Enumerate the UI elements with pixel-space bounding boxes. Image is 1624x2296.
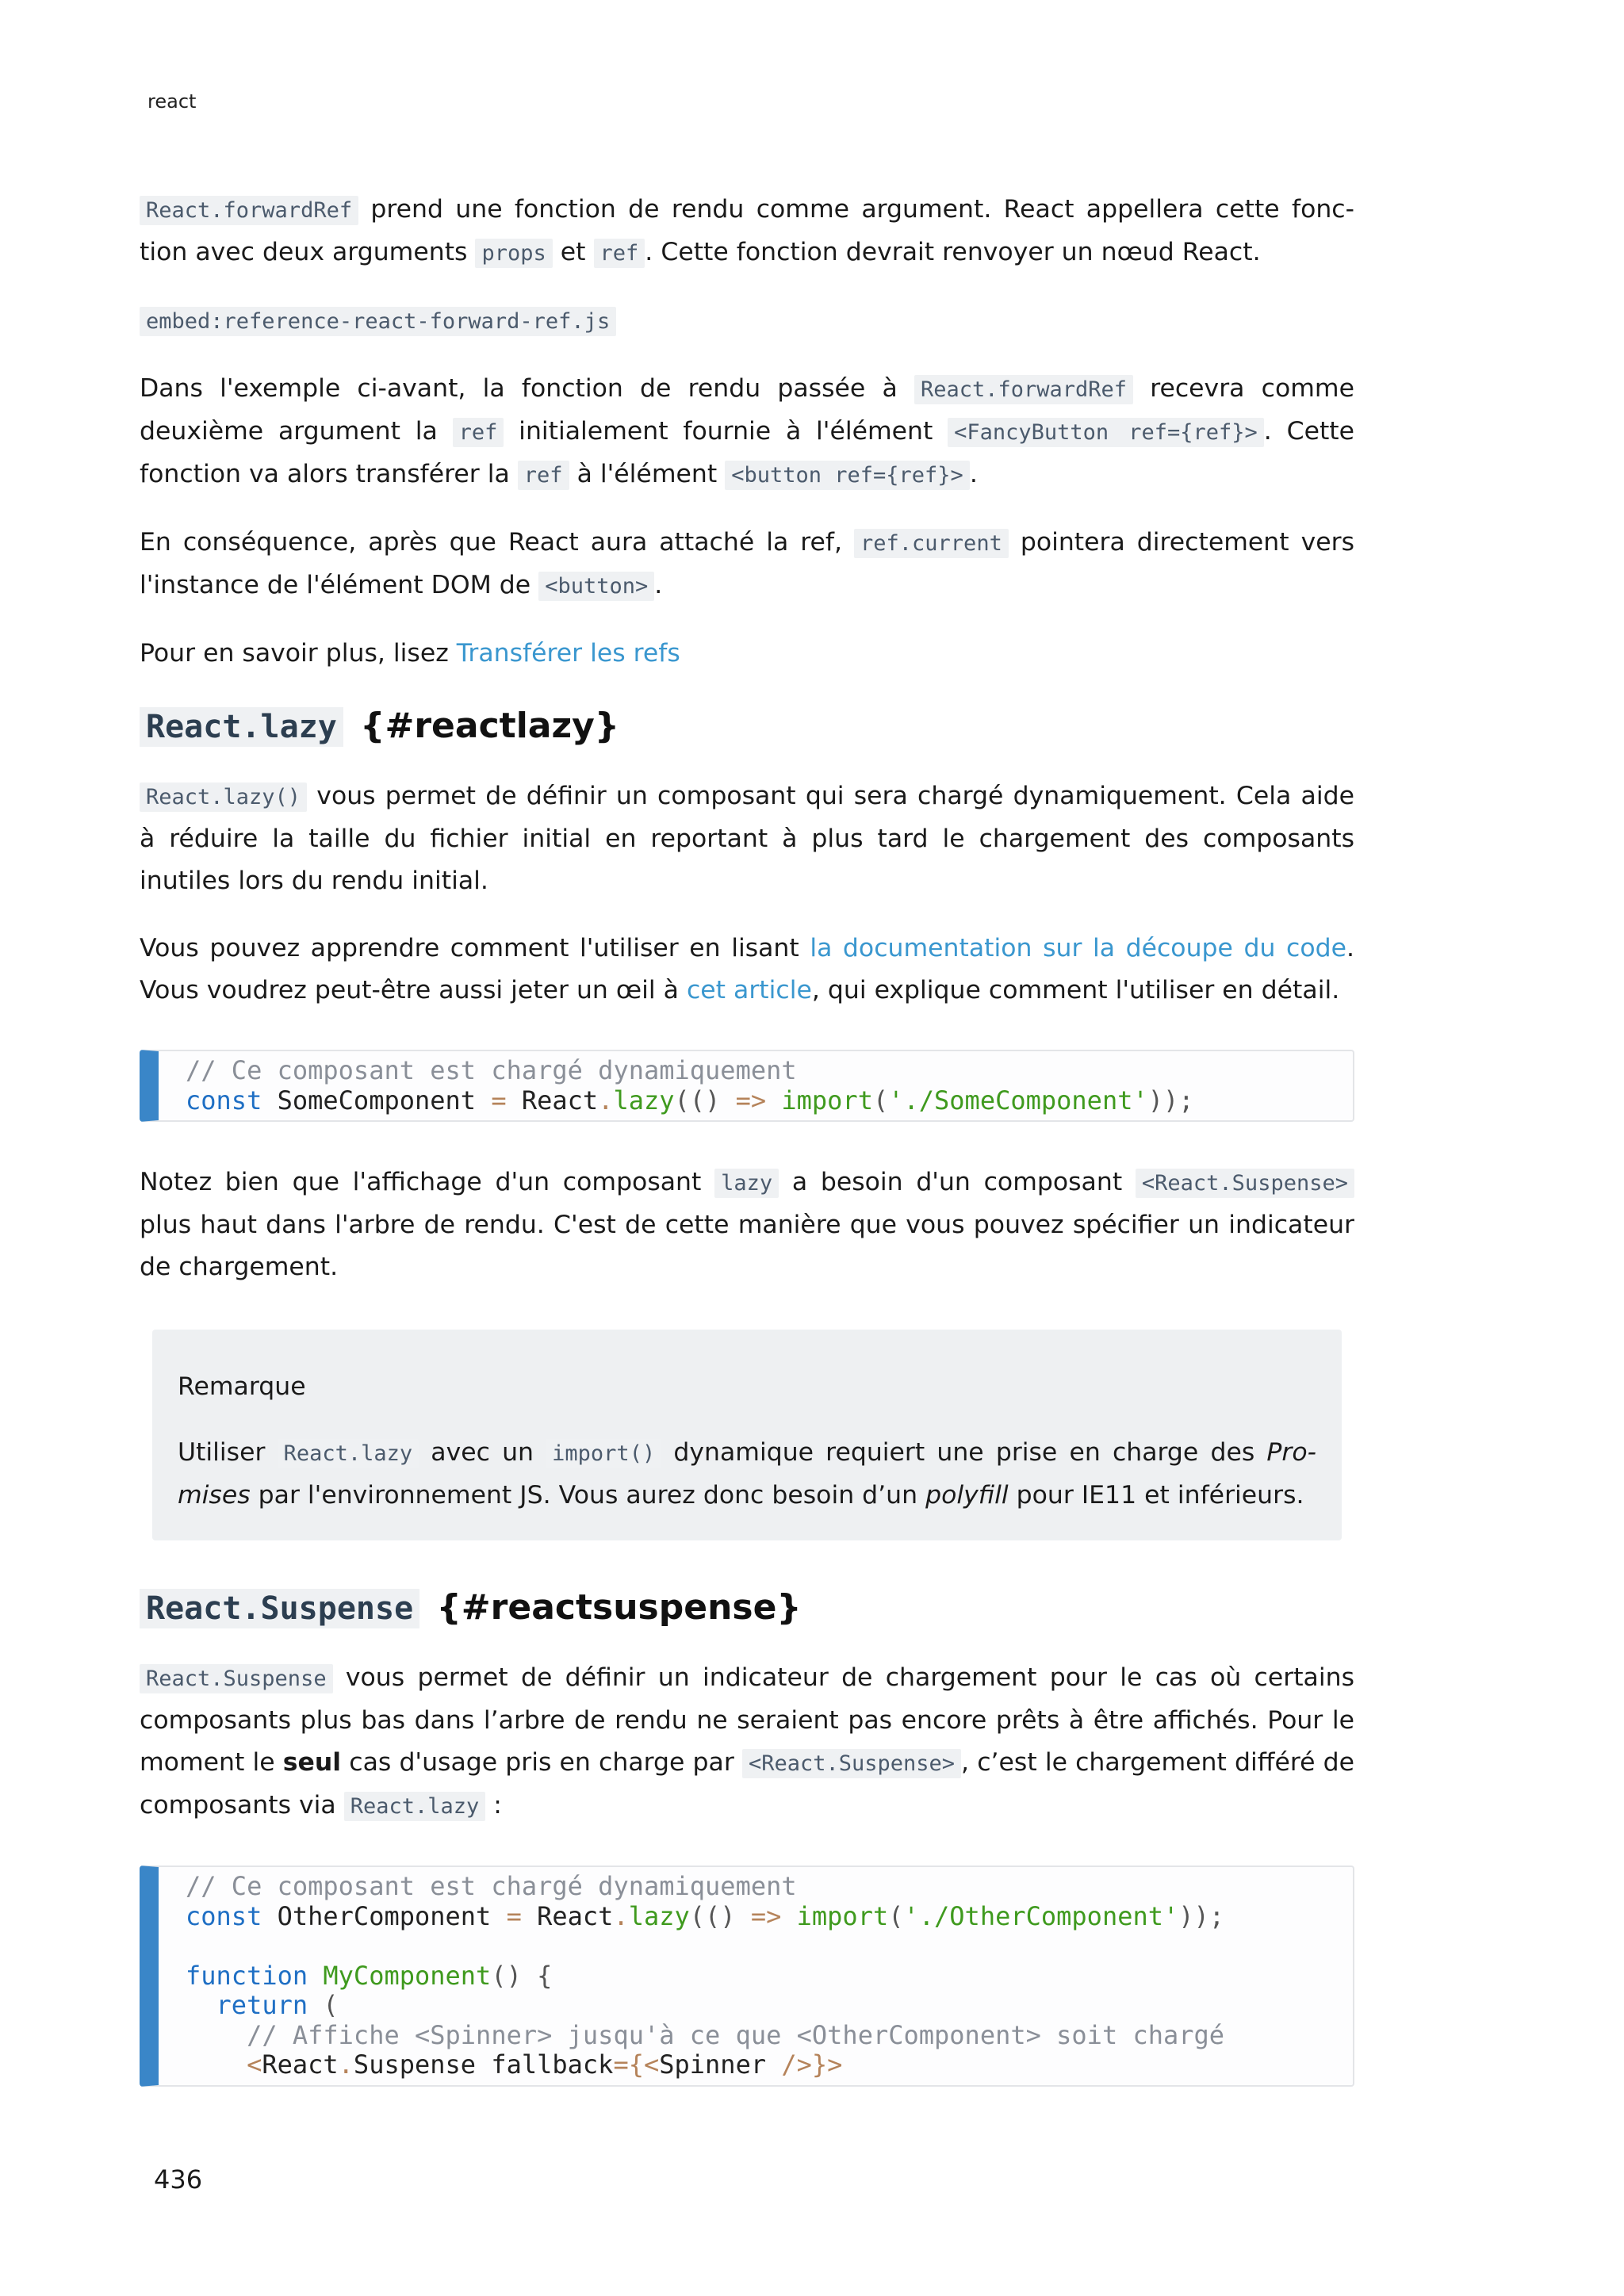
- inline-code: React.Suspense: [140, 1664, 333, 1693]
- text: En conséquence, après que React aura attaché la ref,: [140, 528, 855, 557]
- inline-code: React.lazy: [278, 1439, 419, 1468]
- code-identifier: OtherComponent: [262, 1900, 507, 1931]
- code-punctuation: ));: [1147, 1085, 1194, 1115]
- code-line: [186, 1902, 1353, 1932]
- code-keyword: const: [186, 1900, 262, 1931]
- text: .: [969, 460, 978, 488]
- code-string: './OtherComponent': [903, 1900, 1179, 1931]
- text: :: [485, 1791, 502, 1820]
- strong-text: seul: [282, 1748, 342, 1777]
- code-comment: // Ce composant est chargé dynamiquement: [186, 1871, 797, 1901]
- text: Vous pouvez apprendre comment l'utiliser en lisant: [140, 934, 810, 962]
- embed-code: embed:reference-react-forward-ref.js: [140, 307, 616, 336]
- code-indent: [186, 1990, 216, 2020]
- heading-react-suspense: [140, 1583, 1354, 1633]
- code-function: import: [781, 1085, 873, 1115]
- inline-code: <button>: [538, 572, 654, 601]
- note-text: [178, 1432, 1316, 1517]
- code-indent: [186, 2049, 247, 2080]
- text: recevra comme deuxième argument la: [140, 374, 1354, 446]
- inline-code: <React.Suspense>: [742, 1749, 961, 1778]
- text: . Vous voudrez peut-être aussi jeter un œil à: [140, 934, 1354, 1004]
- emphasis: polyfill: [925, 1481, 1009, 1510]
- code-operator: =: [613, 2049, 629, 2080]
- code-space: [766, 1085, 781, 1115]
- code-string: './SomeComponent': [888, 1085, 1148, 1115]
- heading-anchor: {#reactlazy}: [360, 706, 620, 746]
- paragraph-consequence: [140, 522, 1354, 607]
- text: dynamique requiert une prise en charge des: [661, 1438, 1267, 1467]
- text: pointera directement vers l'instance de l'élément DOM de: [140, 528, 1354, 599]
- code-space: [781, 1901, 796, 1931]
- heading-code: React.lazy: [140, 707, 343, 747]
- code-punctuation: () {: [491, 1960, 553, 1991]
- inline-code: lazy: [714, 1169, 779, 1198]
- code-line: [186, 1086, 1353, 1116]
- paragraph-example: [140, 368, 1354, 496]
- inline-code: React.forwardRef: [140, 196, 358, 225]
- code-function: lazy: [628, 1900, 690, 1931]
- text: .: [654, 571, 663, 599]
- code-operator: =: [491, 1085, 507, 1115]
- inline-code: <button ref={ref}>: [725, 461, 970, 490]
- text: avec un: [419, 1438, 546, 1467]
- text: . Cette fonction devrait renvoyer un nœud React.: [645, 238, 1261, 266]
- code-operator: =>: [750, 1900, 782, 1931]
- page-content: [140, 189, 1354, 2126]
- inline-code: React.lazy: [344, 1792, 486, 1821]
- code-operator: >: [827, 2049, 843, 2080]
- code-operator: <: [247, 2049, 262, 2080]
- text: à l'élément: [569, 460, 726, 488]
- link-article[interactable]: cet article: [686, 976, 812, 1004]
- code-space: [308, 1961, 323, 1991]
- code-punctuation: (: [888, 1900, 904, 1931]
- code-punctuation: }: [811, 2049, 828, 2080]
- inline-code: import(): [546, 1439, 661, 1468]
- text: , c’est le chargement différé de composants via: [140, 1748, 1354, 1820]
- text: et: [552, 238, 594, 266]
- code-function: import: [796, 1900, 889, 1931]
- code-operator: .: [338, 2049, 354, 2080]
- text: vous permet de définir un indicateur de chargement pour le cas où certains composants plus bas dans l’arbre de rendu ne seraient pas encore prêts à être affichés. Pour le moment le: [140, 1663, 1354, 1777]
- text: a besoin d'un composant: [779, 1168, 1136, 1196]
- paragraph-forwardref-intro: [140, 189, 1354, 274]
- code-function: MyComponent: [323, 1960, 492, 1991]
- code-identifier: React: [521, 1900, 614, 1931]
- text: vous permet de définir un composant qui sera chargé dynamiquement. Cela aide à réduire la taille du fichier initial en reportant à plus tard le chargement des composants inutiles lors du rendu initial.: [140, 782, 1354, 895]
- text: , qui explique comment l'utiliser en détail.: [811, 976, 1340, 1004]
- inline-code: ref: [518, 461, 569, 490]
- code-identifier: Suspense fallback: [353, 2049, 614, 2080]
- code-identifier: React: [262, 2049, 339, 2080]
- paragraph-lazy-docs: [140, 928, 1354, 1012]
- inline-code: React.forwardRef: [914, 375, 1133, 404]
- code-punctuation: ));: [1178, 1900, 1225, 1931]
- code-line: [186, 2050, 1353, 2080]
- code-line: [186, 1961, 1353, 1992]
- code-punctuation: {: [628, 2049, 644, 2080]
- text: cas d'usage pris en charge par: [341, 1748, 742, 1777]
- paragraph-suspense-intro: [140, 1657, 1354, 1827]
- code-punctuation: (: [308, 1990, 339, 2020]
- code-comment: // Ce composant est chargé dynamiquement: [186, 1055, 797, 1085]
- code-keyword: const: [186, 1085, 262, 1115]
- inline-code: <FancyButton ref={ref}>: [948, 418, 1264, 447]
- code-keyword: function: [186, 1960, 308, 1991]
- code-keyword: return: [216, 1990, 308, 2020]
- code-operator: .: [613, 1900, 629, 1931]
- heading-code: React.Suspense: [140, 1589, 419, 1628]
- text: Notez bien que l'affichage d'un composant: [140, 1168, 715, 1196]
- text: initialement fournie à l'élément: [504, 417, 948, 446]
- code-comment: // Affiche <Spinner> jusqu'à ce que <OtherComponent> soit chargé: [186, 2019, 1225, 2050]
- inline-code: ref.current: [854, 529, 1009, 558]
- inline-code: ref: [594, 239, 645, 268]
- text: plus haut dans l'arbre de rendu. C'est de cette manière que vous pouvez spécifier un indicateur de chargement.: [140, 1211, 1354, 1281]
- heading-anchor: {#reactsuspense}: [436, 1587, 802, 1628]
- code-operator: =>: [735, 1085, 767, 1115]
- code-operator: />: [781, 2049, 812, 2080]
- code-operator: =: [506, 1900, 522, 1931]
- note-title: Remarque: [178, 1372, 306, 1401]
- paragraph-lazy-suspense: [140, 1161, 1354, 1288]
- code-block-lazy: [140, 1050, 1354, 1122]
- code-block-suspense: [140, 1866, 1354, 2087]
- inline-code: <React.Suspense>: [1136, 1169, 1354, 1198]
- code-function: lazy: [613, 1085, 675, 1115]
- text: . Cette fonction va alors transférer la: [140, 417, 1355, 488]
- emphasis: Pro-mises: [178, 1438, 1316, 1510]
- paragraph-lazy-intro: [140, 775, 1354, 902]
- code-operator: .: [598, 1085, 614, 1115]
- code-line: [186, 1991, 1353, 2021]
- inline-code: ref: [453, 418, 504, 447]
- text: Pour en savoir plus, lisez: [140, 639, 457, 668]
- code-punctuation: ((): [689, 1900, 751, 1931]
- note-box: [152, 1330, 1342, 1540]
- link-forwarding-refs[interactable]: Transférer les refs: [456, 639, 680, 668]
- text: Dans l'exemple ci-avant, la fonction de rendu passée à: [140, 374, 914, 403]
- code-operator: <: [643, 2049, 660, 2080]
- link-code-splitting-docs[interactable]: la documentation sur la découpe du code: [810, 934, 1346, 962]
- code-identifier: SomeComponent: [262, 1085, 492, 1115]
- inline-code: React.lazy(): [140, 783, 307, 812]
- code-punctuation: ((): [674, 1085, 736, 1115]
- inline-code: props: [475, 239, 552, 268]
- text: Utiliser: [178, 1438, 278, 1467]
- paragraph-embed: [140, 300, 1354, 342]
- code-punctuation: (: [872, 1085, 889, 1115]
- page-number: 436: [154, 2164, 203, 2195]
- paragraph-learn-more: [140, 633, 1354, 675]
- running-head: react: [147, 90, 197, 113]
- code-identifier: Spinner: [659, 2049, 782, 2080]
- text: pour IE11 et inférieurs.: [1008, 1481, 1304, 1510]
- heading-react-lazy: [140, 702, 1354, 752]
- text: prend une fonction de rendu comme argument. React appellera cette fonc-tion avec deux arguments: [140, 195, 1354, 266]
- text: par l'environnement JS. Vous aurez donc besoin d’un: [250, 1481, 926, 1510]
- code-identifier: React: [506, 1085, 599, 1115]
- code-blank-line: [186, 1931, 1353, 1961]
